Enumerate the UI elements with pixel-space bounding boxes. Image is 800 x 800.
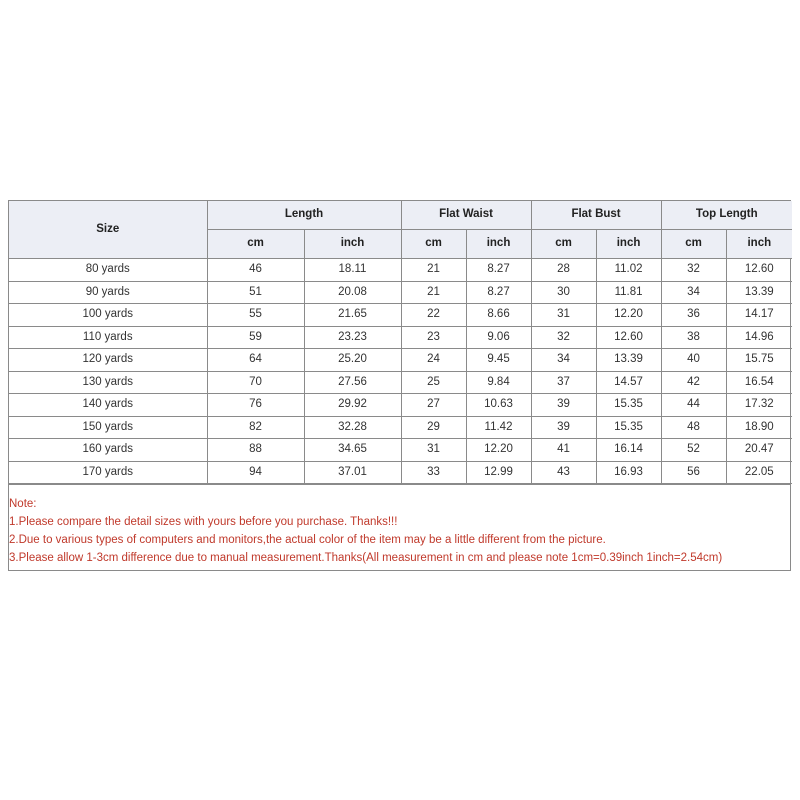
bust-inch-cell: 11.02 bbox=[596, 259, 661, 282]
length-inch-cell: 32.28 bbox=[304, 416, 401, 439]
table-row bbox=[9, 259, 792, 282]
waist-inch-cell: 11.42 bbox=[466, 416, 531, 439]
bust-inch-cell: 13.39 bbox=[596, 349, 661, 372]
waist-inch-cell: 9.84 bbox=[466, 371, 531, 394]
bust-cm-cell: 30 bbox=[531, 281, 596, 304]
length-inch-cell: 20.08 bbox=[304, 281, 401, 304]
size-cell: 140 yards bbox=[9, 394, 207, 417]
unit-cm-header: cm bbox=[531, 230, 596, 259]
waist-cm-cell: 24 bbox=[401, 349, 466, 372]
bust-cm-cell: 31 bbox=[531, 304, 596, 327]
top-length-cm-cell: 34 bbox=[661, 281, 726, 304]
notes-title: Note: bbox=[9, 498, 37, 510]
top-length-cm-cell: 52 bbox=[661, 439, 726, 462]
waist-cm-cell: 21 bbox=[401, 281, 466, 304]
bust-cm-cell: 37 bbox=[531, 371, 596, 394]
length-cm-cell: 82 bbox=[207, 416, 304, 439]
top-length-cm-cell: 48 bbox=[661, 416, 726, 439]
table-row bbox=[9, 416, 792, 439]
unit-inch-header: inch bbox=[466, 230, 531, 259]
top-length-inch-cell: 17.32 bbox=[726, 394, 792, 417]
waist-cm-cell: 31 bbox=[401, 439, 466, 462]
length-cm-cell: 55 bbox=[207, 304, 304, 327]
top-length-cm-cell: 40 bbox=[661, 349, 726, 372]
size-cell: 110 yards bbox=[9, 326, 207, 349]
bust-cm-cell: 34 bbox=[531, 349, 596, 372]
waist-cm-cell: 33 bbox=[401, 461, 466, 484]
size-header: Size bbox=[9, 201, 207, 259]
size-cell: 90 yards bbox=[9, 281, 207, 304]
top-length-inch-cell: 13.39 bbox=[726, 281, 792, 304]
size-table bbox=[9, 201, 792, 484]
top-length-inch-cell: 12.60 bbox=[726, 259, 792, 282]
bust-inch-cell: 16.14 bbox=[596, 439, 661, 462]
waist-inch-cell: 9.45 bbox=[466, 349, 531, 372]
flat-waist-header: Flat Waist bbox=[401, 201, 531, 230]
waist-inch-cell: 8.27 bbox=[466, 281, 531, 304]
top-length-cm-cell: 36 bbox=[661, 304, 726, 327]
waist-cm-cell: 22 bbox=[401, 304, 466, 327]
size-cell: 100 yards bbox=[9, 304, 207, 327]
length-inch-cell: 27.56 bbox=[304, 371, 401, 394]
note-line-1: 1.Please compare the detail sizes with yours before you purchase. Thanks!!! bbox=[9, 516, 398, 528]
bust-cm-cell: 32 bbox=[531, 326, 596, 349]
bust-cm-cell: 39 bbox=[531, 394, 596, 417]
top-length-inch-cell: 14.96 bbox=[726, 326, 792, 349]
top-length-cm-cell: 38 bbox=[661, 326, 726, 349]
flat-bust-header: Flat Bust bbox=[531, 201, 661, 230]
waist-inch-cell: 9.06 bbox=[466, 326, 531, 349]
waist-inch-cell: 8.66 bbox=[466, 304, 531, 327]
waist-cm-cell: 23 bbox=[401, 326, 466, 349]
top-length-inch-cell: 20.47 bbox=[726, 439, 792, 462]
length-cm-cell: 88 bbox=[207, 439, 304, 462]
size-cell: 160 yards bbox=[9, 439, 207, 462]
top-length-cm-cell: 42 bbox=[661, 371, 726, 394]
waist-inch-cell: 10.63 bbox=[466, 394, 531, 417]
length-cm-cell: 94 bbox=[207, 461, 304, 484]
length-inch-cell: 18.11 bbox=[304, 259, 401, 282]
bust-cm-cell: 39 bbox=[531, 416, 596, 439]
bust-inch-cell: 16.93 bbox=[596, 461, 661, 484]
length-cm-cell: 46 bbox=[207, 259, 304, 282]
length-inch-cell: 25.20 bbox=[304, 349, 401, 372]
waist-cm-cell: 25 bbox=[401, 371, 466, 394]
top-length-cm-cell: 32 bbox=[661, 259, 726, 282]
bust-inch-cell: 12.60 bbox=[596, 326, 661, 349]
unit-inch-header: inch bbox=[304, 230, 401, 259]
top-length-inch-cell: 16.54 bbox=[726, 371, 792, 394]
waist-inch-cell: 12.20 bbox=[466, 439, 531, 462]
length-cm-cell: 59 bbox=[207, 326, 304, 349]
notes-section bbox=[9, 484, 790, 570]
waist-inch-cell: 8.27 bbox=[466, 259, 531, 282]
table-row bbox=[9, 281, 792, 304]
unit-cm-header: cm bbox=[207, 230, 304, 259]
size-cell: 170 yards bbox=[9, 461, 207, 484]
length-cm-cell: 70 bbox=[207, 371, 304, 394]
table-row bbox=[9, 304, 792, 327]
waist-cm-cell: 29 bbox=[401, 416, 466, 439]
top-length-cm-cell: 56 bbox=[661, 461, 726, 484]
table-row bbox=[9, 461, 792, 484]
length-cm-cell: 64 bbox=[207, 349, 304, 372]
bust-inch-cell: 14.57 bbox=[596, 371, 661, 394]
table-row bbox=[9, 394, 792, 417]
length-inch-cell: 34.65 bbox=[304, 439, 401, 462]
bust-inch-cell: 15.35 bbox=[596, 394, 661, 417]
bust-inch-cell: 15.35 bbox=[596, 416, 661, 439]
length-header: Length bbox=[207, 201, 401, 230]
top-length-inch-cell: 14.17 bbox=[726, 304, 792, 327]
bust-cm-cell: 41 bbox=[531, 439, 596, 462]
length-inch-cell: 37.01 bbox=[304, 461, 401, 484]
bust-inch-cell: 12.20 bbox=[596, 304, 661, 327]
top-length-inch-cell: 15.75 bbox=[726, 349, 792, 372]
waist-inch-cell: 12.99 bbox=[466, 461, 531, 484]
unit-cm-header: cm bbox=[661, 230, 726, 259]
note-line-3: 3.Please allow 1-3cm difference due to manual measurement.Thanks(All measurement in cm and please note 1cm=0.39inch 1inch=2.54cm) bbox=[9, 552, 723, 564]
size-cell: 130 yards bbox=[9, 371, 207, 394]
table-row bbox=[9, 326, 792, 349]
unit-inch-header: inch bbox=[596, 230, 661, 259]
size-cell: 120 yards bbox=[9, 349, 207, 372]
top-length-inch-cell: 18.90 bbox=[726, 416, 792, 439]
unit-cm-header: cm bbox=[401, 230, 466, 259]
length-cm-cell: 51 bbox=[207, 281, 304, 304]
table-row bbox=[9, 349, 792, 372]
length-inch-cell: 21.65 bbox=[304, 304, 401, 327]
length-inch-cell: 23.23 bbox=[304, 326, 401, 349]
bust-cm-cell: 28 bbox=[531, 259, 596, 282]
unit-inch-header: inch bbox=[726, 230, 792, 259]
size-cell: 80 yards bbox=[9, 259, 207, 282]
bust-cm-cell: 43 bbox=[531, 461, 596, 484]
table-row bbox=[9, 439, 792, 462]
top-length-header: Top Length bbox=[661, 201, 792, 230]
waist-cm-cell: 21 bbox=[401, 259, 466, 282]
size-chart bbox=[8, 200, 791, 571]
length-cm-cell: 76 bbox=[207, 394, 304, 417]
size-table-body bbox=[9, 259, 792, 484]
size-cell: 150 yards bbox=[9, 416, 207, 439]
bust-inch-cell: 11.81 bbox=[596, 281, 661, 304]
note-line-2: 2.Due to various types of computers and monitors,the actual color of the item may be a little different from the picture. bbox=[9, 534, 606, 546]
top-length-inch-cell: 22.05 bbox=[726, 461, 792, 484]
top-length-cm-cell: 44 bbox=[661, 394, 726, 417]
length-inch-cell: 29.92 bbox=[304, 394, 401, 417]
waist-cm-cell: 27 bbox=[401, 394, 466, 417]
table-row bbox=[9, 371, 792, 394]
